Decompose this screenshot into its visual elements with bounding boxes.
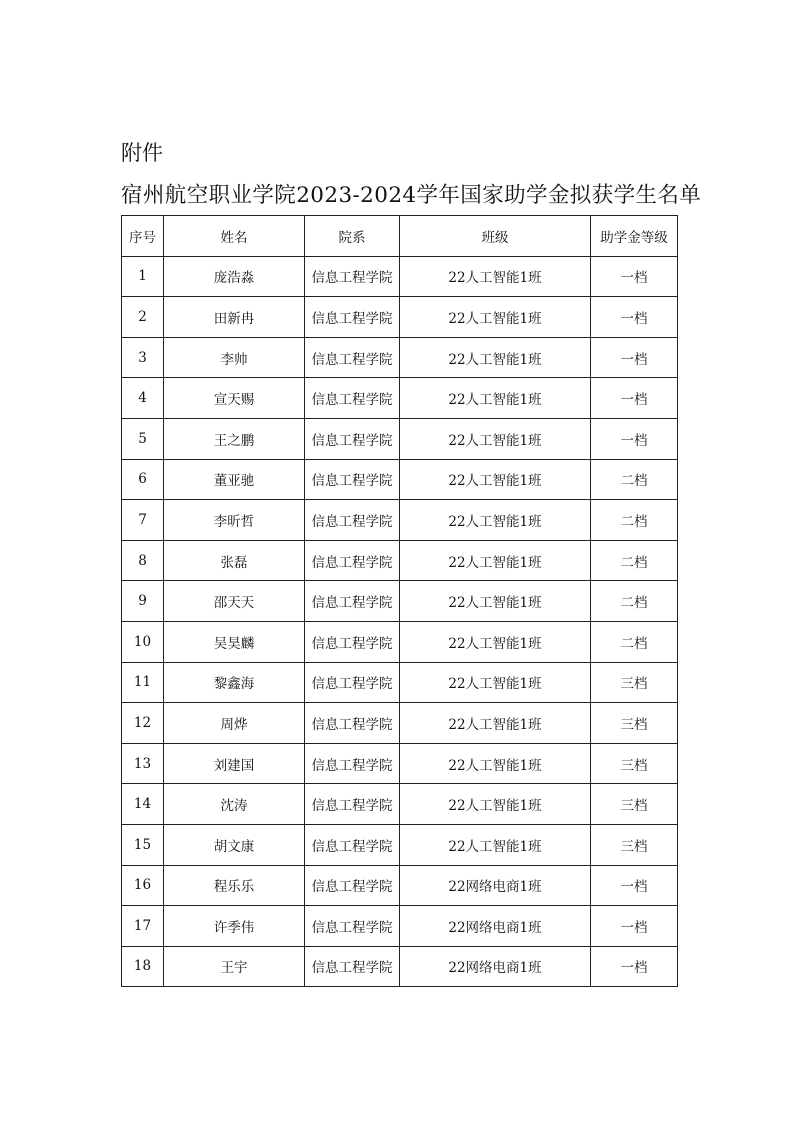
cell-grant-level: 一档 [591, 418, 678, 459]
cell-grant-level: 一档 [591, 946, 678, 987]
cell-name: 许季伟 [164, 906, 305, 947]
document-title: 宿州航空职业学院2023-2024学年国家助学金拟获学生名单 [121, 183, 702, 208]
header-row [122, 216, 678, 257]
cell-index: 4 [122, 378, 164, 419]
table-row [122, 946, 678, 987]
cell-name: 庞浩淼 [164, 256, 305, 297]
cell-department: 信息工程学院 [305, 581, 400, 622]
table-row [122, 784, 678, 825]
cell-name: 黎鑫海 [164, 662, 305, 703]
table-row [122, 581, 678, 622]
cell-class: 22人工智能1班 [400, 784, 591, 825]
student-list-table [121, 215, 678, 987]
table-row [122, 743, 678, 784]
cell-grant-level: 一档 [591, 906, 678, 947]
cell-grant-level: 三档 [591, 743, 678, 784]
cell-index: 8 [122, 540, 164, 581]
cell-class: 22人工智能1班 [400, 743, 591, 784]
cell-index: 10 [122, 621, 164, 662]
cell-name: 董亚驰 [164, 459, 305, 500]
cell-class: 22人工智能1班 [400, 459, 591, 500]
table-header [122, 216, 678, 257]
cell-grant-level: 二档 [591, 581, 678, 622]
cell-index: 11 [122, 662, 164, 703]
cell-name: 吴昊麟 [164, 621, 305, 662]
table-row [122, 540, 678, 581]
cell-grant-level: 二档 [591, 459, 678, 500]
table-row [122, 378, 678, 419]
cell-index: 17 [122, 906, 164, 947]
cell-class: 22人工智能1班 [400, 297, 591, 338]
cell-department: 信息工程学院 [305, 337, 400, 378]
cell-department: 信息工程学院 [305, 906, 400, 947]
attachment-label: 附件 [121, 141, 163, 165]
column-header-grant-level: 助学金等级 [591, 216, 678, 257]
table-row [122, 906, 678, 947]
table-body [122, 256, 678, 987]
cell-class: 22人工智能1班 [400, 662, 591, 703]
cell-grant-level: 三档 [591, 824, 678, 865]
cell-department: 信息工程学院 [305, 459, 400, 500]
cell-grant-level: 三档 [591, 784, 678, 825]
cell-index: 3 [122, 337, 164, 378]
table-row [122, 824, 678, 865]
cell-name: 刘建国 [164, 743, 305, 784]
cell-department: 信息工程学院 [305, 743, 400, 784]
cell-index: 14 [122, 784, 164, 825]
cell-name: 李帅 [164, 337, 305, 378]
cell-name: 王之鹏 [164, 418, 305, 459]
cell-class: 22网络电商1班 [400, 865, 591, 906]
cell-index: 13 [122, 743, 164, 784]
cell-grant-level: 二档 [591, 500, 678, 541]
table-row [122, 662, 678, 703]
cell-name: 王宇 [164, 946, 305, 987]
cell-department: 信息工程学院 [305, 824, 400, 865]
cell-grant-level: 二档 [591, 621, 678, 662]
cell-index: 18 [122, 946, 164, 987]
cell-grant-level: 一档 [591, 378, 678, 419]
column-header-class: 班级 [400, 216, 591, 257]
cell-name: 程乐乐 [164, 865, 305, 906]
cell-grant-level: 一档 [591, 865, 678, 906]
cell-department: 信息工程学院 [305, 256, 400, 297]
table-row [122, 297, 678, 338]
cell-index: 2 [122, 297, 164, 338]
cell-class: 22人工智能1班 [400, 418, 591, 459]
table-row [122, 337, 678, 378]
cell-department: 信息工程学院 [305, 378, 400, 419]
cell-department: 信息工程学院 [305, 500, 400, 541]
cell-department: 信息工程学院 [305, 621, 400, 662]
cell-class: 22人工智能1班 [400, 581, 591, 622]
cell-department: 信息工程学院 [305, 662, 400, 703]
cell-name: 周烨 [164, 703, 305, 744]
cell-class: 22人工智能1班 [400, 703, 591, 744]
cell-department: 信息工程学院 [305, 297, 400, 338]
cell-index: 7 [122, 500, 164, 541]
cell-name: 宣天赐 [164, 378, 305, 419]
column-header-name: 姓名 [164, 216, 305, 257]
cell-grant-level: 一档 [591, 337, 678, 378]
cell-class: 22网络电商1班 [400, 946, 591, 987]
cell-department: 信息工程学院 [305, 946, 400, 987]
cell-name: 田新冉 [164, 297, 305, 338]
table-row [122, 865, 678, 906]
cell-class: 22人工智能1班 [400, 337, 591, 378]
column-header-department: 院系 [305, 216, 400, 257]
cell-class: 22人工智能1班 [400, 540, 591, 581]
cell-grant-level: 二档 [591, 540, 678, 581]
cell-index: 1 [122, 256, 164, 297]
cell-grant-level: 三档 [591, 662, 678, 703]
cell-department: 信息工程学院 [305, 540, 400, 581]
table-row [122, 621, 678, 662]
cell-department: 信息工程学院 [305, 784, 400, 825]
table-row [122, 500, 678, 541]
cell-class: 22网络电商1班 [400, 906, 591, 947]
cell-grant-level: 一档 [591, 256, 678, 297]
cell-name: 李昕哲 [164, 500, 305, 541]
cell-name: 张磊 [164, 540, 305, 581]
cell-class: 22人工智能1班 [400, 500, 591, 541]
cell-grant-level: 一档 [591, 297, 678, 338]
cell-class: 22人工智能1班 [400, 621, 591, 662]
cell-index: 5 [122, 418, 164, 459]
table-row [122, 256, 678, 297]
cell-name: 沈涛 [164, 784, 305, 825]
cell-index: 16 [122, 865, 164, 906]
cell-index: 12 [122, 703, 164, 744]
cell-class: 22人工智能1班 [400, 256, 591, 297]
cell-department: 信息工程学院 [305, 703, 400, 744]
table-row [122, 418, 678, 459]
cell-class: 22人工智能1班 [400, 378, 591, 419]
cell-class: 22人工智能1班 [400, 824, 591, 865]
cell-index: 6 [122, 459, 164, 500]
table-row [122, 459, 678, 500]
table-row [122, 703, 678, 744]
column-header-index: 序号 [122, 216, 164, 257]
cell-name: 邵天天 [164, 581, 305, 622]
cell-department: 信息工程学院 [305, 865, 400, 906]
cell-grant-level: 三档 [591, 703, 678, 744]
cell-index: 15 [122, 824, 164, 865]
cell-index: 9 [122, 581, 164, 622]
cell-name: 胡文康 [164, 824, 305, 865]
cell-department: 信息工程学院 [305, 418, 400, 459]
